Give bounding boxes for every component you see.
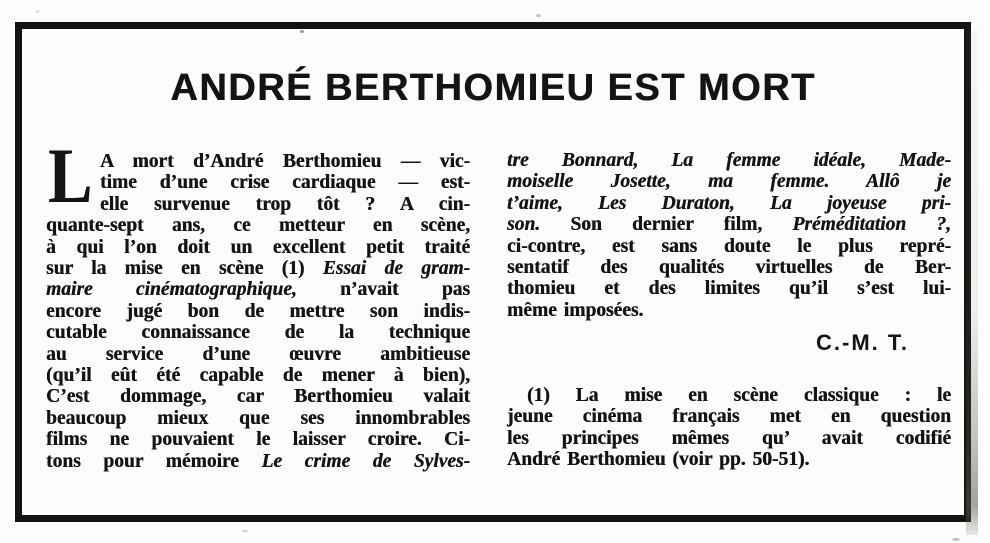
scan-artifact-right-streak bbox=[966, 30, 978, 535]
film-title-italic: moiselle Josette, ma femme. Allô je bbox=[507, 171, 951, 193]
text-segment: ci-contre, est sans doute le plus repré- bbox=[507, 235, 951, 257]
text-segment: cutable connaissance de la technique bbox=[46, 322, 470, 344]
text-line bbox=[46, 344, 470, 365]
text-line bbox=[46, 215, 470, 236]
text-line bbox=[46, 172, 470, 193]
text-line bbox=[507, 150, 951, 171]
right-column bbox=[507, 150, 951, 321]
text-line bbox=[46, 408, 470, 429]
text-segment: sur la mise en scène (1) bbox=[46, 258, 323, 280]
drop-cap-letter: L bbox=[48, 132, 93, 219]
text-line bbox=[507, 257, 951, 278]
left-column bbox=[46, 151, 470, 472]
text-line bbox=[46, 237, 470, 258]
text-line bbox=[46, 429, 470, 450]
text-line bbox=[46, 451, 470, 472]
text-line bbox=[46, 151, 470, 172]
text-segment: à qui l’on doit un excellent petit traité bbox=[46, 236, 470, 258]
text-line bbox=[46, 386, 470, 407]
text-line bbox=[507, 214, 951, 235]
text-line bbox=[46, 301, 470, 322]
text-segment: beaucoup mieux que ses innombrables bbox=[46, 407, 470, 429]
film-title-italic: tre Bonnard, La femme idéale, Made- bbox=[507, 150, 951, 171]
text-line bbox=[507, 449, 951, 470]
text-line bbox=[46, 194, 470, 215]
text-segment: (1) La mise en scène classique : le bbox=[527, 385, 951, 406]
text-segment: André Berthomieu (voir pp. 50-51). bbox=[507, 449, 810, 471]
scan-artifact-speck bbox=[36, 10, 39, 13]
scan-artifact-speck bbox=[300, 30, 304, 33]
text-segment: même imposées. bbox=[507, 299, 644, 321]
text-segment: au service d’une œuvre ambitieuse bbox=[46, 343, 470, 365]
film-title-italic: Préméditation ?, bbox=[792, 214, 952, 236]
author-signature: C.-M. T. bbox=[816, 330, 909, 355]
text-segment: elle survenue trop tôt ? A cin- bbox=[100, 193, 470, 215]
text-segment: films ne pouvaient le laisser croire. Ci- bbox=[46, 429, 470, 451]
text-line bbox=[46, 322, 470, 343]
article-border-frame bbox=[15, 22, 971, 522]
text-segment: C’est dommage, car Berthomieu valait bbox=[46, 386, 470, 408]
text-segment: A mort d’André Berthomieu — vic- bbox=[100, 151, 470, 172]
film-title-italic: Essai de gram- bbox=[322, 258, 470, 280]
film-title-italic: maire cinématographique, bbox=[46, 279, 297, 301]
text-segment: sentatif des qualités virtuelles de Ber- bbox=[507, 257, 951, 279]
film-title-italic: son. bbox=[507, 214, 541, 236]
text-segment: quante-sept ans, ce metteur en scène, bbox=[46, 215, 470, 237]
text-line bbox=[507, 300, 951, 321]
text-line bbox=[46, 365, 470, 386]
text-line bbox=[507, 193, 951, 214]
text-segment: Son dernier film, bbox=[540, 214, 793, 236]
footnote-block bbox=[507, 385, 951, 471]
text-line bbox=[507, 278, 951, 299]
text-segment: tons pour mémoire bbox=[46, 450, 262, 472]
text-line bbox=[46, 279, 470, 300]
film-title-italic: t’aime, Les Duraton, La joyeuse pri- bbox=[507, 192, 951, 214]
text-segment: encore jugé bon de mettre son indis- bbox=[46, 300, 470, 322]
text-line bbox=[507, 385, 951, 406]
text-line bbox=[507, 406, 951, 427]
text-segment: (qu’il eût été capable de mener à bien), bbox=[46, 365, 470, 387]
text-segment: les principes mêmes qu’ avait codifié bbox=[507, 427, 951, 449]
text-line bbox=[507, 171, 951, 192]
text-line bbox=[507, 428, 951, 449]
text-segment: jeune cinéma français met en question bbox=[507, 406, 951, 428]
text-segment: thomieu et des limites qu’il s’est lui- bbox=[507, 278, 951, 300]
text-segment: n’avait pas bbox=[296, 279, 470, 301]
text-line bbox=[507, 236, 951, 257]
scan-artifact-speck bbox=[242, 530, 248, 532]
film-title-italic: Le crime de Sylves- bbox=[261, 450, 471, 472]
text-line bbox=[46, 258, 470, 279]
scan-artifact-speck bbox=[952, 538, 960, 541]
article-title: ANDRÉ BERTHOMIEU EST MORT bbox=[170, 67, 816, 109]
text-segment: time d’une crise cardiaque — est- bbox=[100, 172, 470, 194]
scan-artifact-speck bbox=[536, 14, 541, 17]
